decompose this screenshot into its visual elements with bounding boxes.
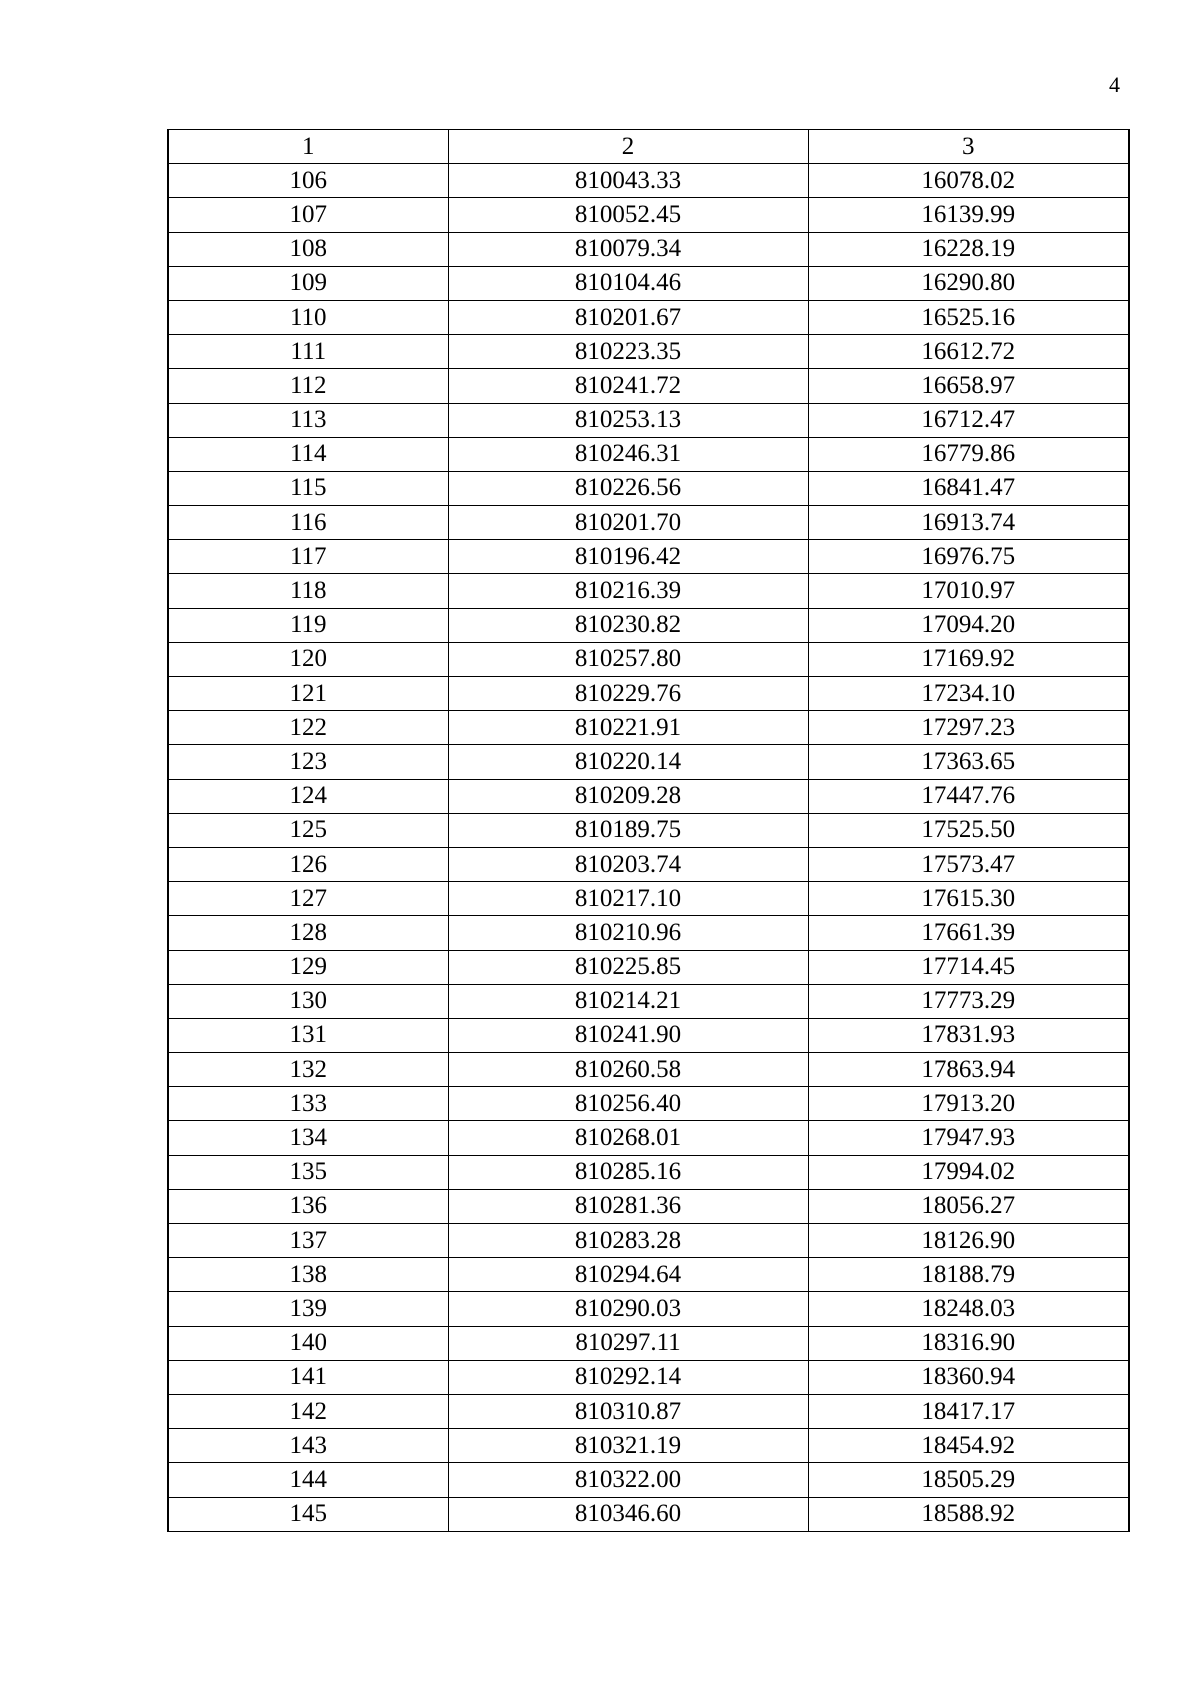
table-body: [168, 130, 1129, 1532]
table-row: [168, 506, 1129, 540]
point-number-cell: 123: [168, 745, 448, 779]
table-row: [168, 1155, 1129, 1189]
point-number-cell: 134: [168, 1121, 448, 1155]
point-number-cell: 112: [168, 369, 448, 403]
point-number-cell: 142: [168, 1394, 448, 1428]
y-coordinate-cell: 18505.29: [808, 1463, 1129, 1497]
table-row: [168, 711, 1129, 745]
y-coordinate-cell: 17773.29: [808, 984, 1129, 1018]
y-coordinate-cell: 17297.23: [808, 711, 1129, 745]
point-number-cell: 144: [168, 1463, 448, 1497]
x-coordinate-cell: 810257.80: [448, 642, 808, 676]
table-row: [168, 1224, 1129, 1258]
x-coordinate-cell: 810225.85: [448, 950, 808, 984]
x-coordinate-cell: 810253.13: [448, 403, 808, 437]
y-coordinate-cell: 16228.19: [808, 232, 1129, 266]
y-coordinate-cell: 17615.30: [808, 882, 1129, 916]
y-coordinate-cell: 16841.47: [808, 471, 1129, 505]
x-coordinate-cell: 810217.10: [448, 882, 808, 916]
x-coordinate-cell: 810201.70: [448, 506, 808, 540]
point-number-cell: 138: [168, 1258, 448, 1292]
table-row: [168, 642, 1129, 676]
table-header-row: [168, 130, 1129, 164]
y-coordinate-cell: 16525.16: [808, 300, 1129, 334]
y-coordinate-cell: 18248.03: [808, 1292, 1129, 1326]
y-coordinate-cell: 18417.17: [808, 1394, 1129, 1428]
y-coordinate-cell: 17863.94: [808, 1053, 1129, 1087]
table-row: [168, 813, 1129, 847]
point-number-cell: 119: [168, 608, 448, 642]
point-number-cell: 129: [168, 950, 448, 984]
table-row: [168, 437, 1129, 471]
y-coordinate-cell: 18056.27: [808, 1189, 1129, 1223]
table-row: [168, 1429, 1129, 1463]
page-number: 4: [1109, 72, 1120, 97]
x-coordinate-cell: 810104.46: [448, 266, 808, 300]
y-coordinate-cell: 16139.99: [808, 198, 1129, 232]
y-coordinate-cell: 17094.20: [808, 608, 1129, 642]
point-number-cell: 132: [168, 1053, 448, 1087]
column-header-3: 3: [808, 130, 1129, 164]
point-number-cell: 135: [168, 1155, 448, 1189]
table-row: [168, 300, 1129, 334]
table-row: [168, 403, 1129, 437]
point-number-cell: 118: [168, 574, 448, 608]
y-coordinate-cell: 16612.72: [808, 335, 1129, 369]
point-number-cell: 139: [168, 1292, 448, 1326]
x-coordinate-cell: 810283.28: [448, 1224, 808, 1258]
point-number-cell: 109: [168, 266, 448, 300]
table-row: [168, 1018, 1129, 1052]
y-coordinate-cell: 16779.86: [808, 437, 1129, 471]
x-coordinate-cell: 810052.45: [448, 198, 808, 232]
x-coordinate-cell: 810297.11: [448, 1326, 808, 1360]
x-coordinate-cell: 810268.01: [448, 1121, 808, 1155]
table-row: [168, 1121, 1129, 1155]
y-coordinate-cell: 16913.74: [808, 506, 1129, 540]
x-coordinate-cell: 810346.60: [448, 1497, 808, 1531]
table-row: [168, 232, 1129, 266]
point-number-cell: 120: [168, 642, 448, 676]
point-number-cell: 106: [168, 164, 448, 198]
point-number-cell: 121: [168, 677, 448, 711]
x-coordinate-cell: 810223.35: [448, 335, 808, 369]
x-coordinate-cell: 810246.31: [448, 437, 808, 471]
table-row: [168, 916, 1129, 950]
table-row: [168, 745, 1129, 779]
y-coordinate-cell: 17947.93: [808, 1121, 1129, 1155]
x-coordinate-cell: 810203.74: [448, 847, 808, 881]
x-coordinate-cell: 810310.87: [448, 1394, 808, 1428]
x-coordinate-cell: 810285.16: [448, 1155, 808, 1189]
point-number-cell: 111: [168, 335, 448, 369]
x-coordinate-cell: 810229.76: [448, 677, 808, 711]
y-coordinate-cell: 17447.76: [808, 779, 1129, 813]
table-row: [168, 608, 1129, 642]
x-coordinate-cell: 810214.21: [448, 984, 808, 1018]
point-number-cell: 136: [168, 1189, 448, 1223]
x-coordinate-cell: 810241.90: [448, 1018, 808, 1052]
table-row: [168, 574, 1129, 608]
table-row: [168, 1326, 1129, 1360]
point-number-cell: 124: [168, 779, 448, 813]
point-number-cell: 128: [168, 916, 448, 950]
table-row: [168, 779, 1129, 813]
point-number-cell: 141: [168, 1360, 448, 1394]
table-row: [168, 1292, 1129, 1326]
x-coordinate-cell: 810230.82: [448, 608, 808, 642]
x-coordinate-cell: 810322.00: [448, 1463, 808, 1497]
x-coordinate-cell: 810290.03: [448, 1292, 808, 1326]
x-coordinate-cell: 810292.14: [448, 1360, 808, 1394]
x-coordinate-cell: 810226.56: [448, 471, 808, 505]
y-coordinate-cell: 17573.47: [808, 847, 1129, 881]
point-number-cell: 137: [168, 1224, 448, 1258]
point-number-cell: 116: [168, 506, 448, 540]
x-coordinate-cell: 810256.40: [448, 1087, 808, 1121]
point-number-cell: 113: [168, 403, 448, 437]
x-coordinate-cell: 810216.39: [448, 574, 808, 608]
table-row: [168, 369, 1129, 403]
table-row: [168, 266, 1129, 300]
table-row: [168, 882, 1129, 916]
point-number-cell: 122: [168, 711, 448, 745]
point-number-cell: 115: [168, 471, 448, 505]
x-coordinate-cell: 810043.33: [448, 164, 808, 198]
x-coordinate-cell: 810221.91: [448, 711, 808, 745]
column-header-2: 2: [448, 130, 808, 164]
point-number-cell: 126: [168, 847, 448, 881]
y-coordinate-cell: 17525.50: [808, 813, 1129, 847]
table-row: [168, 335, 1129, 369]
x-coordinate-cell: 810220.14: [448, 745, 808, 779]
point-number-cell: 117: [168, 540, 448, 574]
point-number-cell: 114: [168, 437, 448, 471]
y-coordinate-cell: 16290.80: [808, 266, 1129, 300]
table-row: [168, 1463, 1129, 1497]
table-row: [168, 471, 1129, 505]
x-coordinate-cell: 810210.96: [448, 916, 808, 950]
y-coordinate-cell: 17994.02: [808, 1155, 1129, 1189]
point-number-cell: 130: [168, 984, 448, 1018]
y-coordinate-cell: 18126.90: [808, 1224, 1129, 1258]
x-coordinate-cell: 810196.42: [448, 540, 808, 574]
table-row: [168, 1087, 1129, 1121]
x-coordinate-cell: 810189.75: [448, 813, 808, 847]
x-coordinate-cell: 810201.67: [448, 300, 808, 334]
x-coordinate-cell: 810260.58: [448, 1053, 808, 1087]
x-coordinate-cell: 810241.72: [448, 369, 808, 403]
point-number-cell: 133: [168, 1087, 448, 1121]
x-coordinate-cell: 810281.36: [448, 1189, 808, 1223]
point-number-cell: 143: [168, 1429, 448, 1463]
coordinates-table: [167, 129, 1130, 1532]
y-coordinate-cell: 17169.92: [808, 642, 1129, 676]
table-row: [168, 1189, 1129, 1223]
table-row: [168, 540, 1129, 574]
y-coordinate-cell: 17714.45: [808, 950, 1129, 984]
table-row: [168, 1394, 1129, 1428]
x-coordinate-cell: 810321.19: [448, 1429, 808, 1463]
y-coordinate-cell: 16712.47: [808, 403, 1129, 437]
x-coordinate-cell: 810079.34: [448, 232, 808, 266]
y-coordinate-cell: 17234.10: [808, 677, 1129, 711]
point-number-cell: 131: [168, 1018, 448, 1052]
y-coordinate-cell: 17661.39: [808, 916, 1129, 950]
table-row: [168, 1497, 1129, 1531]
table-row: [168, 1053, 1129, 1087]
y-coordinate-cell: 16658.97: [808, 369, 1129, 403]
table-row: [168, 1360, 1129, 1394]
y-coordinate-cell: 17010.97: [808, 574, 1129, 608]
point-number-cell: 107: [168, 198, 448, 232]
x-coordinate-cell: 810209.28: [448, 779, 808, 813]
y-coordinate-cell: 16976.75: [808, 540, 1129, 574]
y-coordinate-cell: 18360.94: [808, 1360, 1129, 1394]
table-row: [168, 984, 1129, 1018]
table-row: [168, 677, 1129, 711]
y-coordinate-cell: 16078.02: [808, 164, 1129, 198]
point-number-cell: 110: [168, 300, 448, 334]
point-number-cell: 125: [168, 813, 448, 847]
y-coordinate-cell: 17913.20: [808, 1087, 1129, 1121]
y-coordinate-cell: 18316.90: [808, 1326, 1129, 1360]
point-number-cell: 145: [168, 1497, 448, 1531]
column-header-1: 1: [168, 130, 448, 164]
y-coordinate-cell: 17363.65: [808, 745, 1129, 779]
table-row: [168, 1258, 1129, 1292]
y-coordinate-cell: 18188.79: [808, 1258, 1129, 1292]
table-row: [168, 198, 1129, 232]
y-coordinate-cell: 18454.92: [808, 1429, 1129, 1463]
table-row: [168, 847, 1129, 881]
point-number-cell: 140: [168, 1326, 448, 1360]
x-coordinate-cell: 810294.64: [448, 1258, 808, 1292]
point-number-cell: 108: [168, 232, 448, 266]
table-row: [168, 950, 1129, 984]
y-coordinate-cell: 17831.93: [808, 1018, 1129, 1052]
point-number-cell: 127: [168, 882, 448, 916]
y-coordinate-cell: 18588.92: [808, 1497, 1129, 1531]
table-row: [168, 164, 1129, 198]
